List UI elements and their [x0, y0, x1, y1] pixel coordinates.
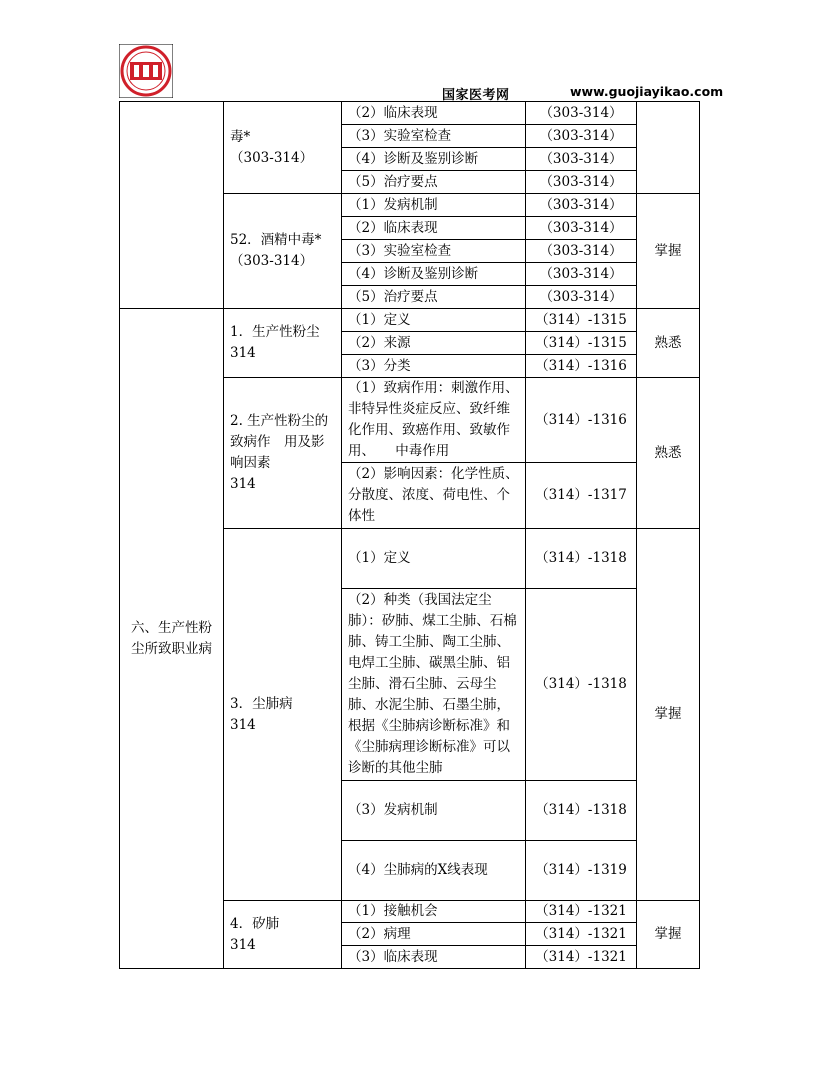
ref-cell: （303-314） [526, 263, 637, 286]
ref-cell: （314）-1315 [526, 332, 637, 355]
content-cell: （3）临床表现 [342, 946, 526, 969]
content-cell: （1）发病机制 [342, 194, 526, 217]
topic-cell [224, 309, 342, 378]
ref-cell: （303-314） [526, 194, 637, 217]
content-cell: （3）实验室检查 [342, 125, 526, 148]
topic-ref: 314 [230, 716, 256, 733]
level-cell: 掌握 [637, 194, 700, 309]
content-cell: （2）影响因素：化学性质、分散度、浓度、荷电性、个体性 [342, 463, 526, 529]
topic-ref: 314 [230, 936, 256, 953]
topic-cell [224, 378, 342, 529]
content-cell: （5）治疗要点 [342, 286, 526, 309]
topic-title: 52．酒精中毒* [230, 232, 322, 248]
topic-title: 毒* [230, 128, 251, 145]
ref-cell: （314）-1319 [526, 841, 637, 901]
topic-title: 3．尘肺病 [230, 695, 293, 712]
topic-ref: （303-314） [230, 253, 314, 269]
level-cell: 掌握 [637, 529, 700, 901]
content-cell: （3）发病机制 [342, 781, 526, 841]
table-row [120, 309, 700, 332]
ref-cell: （314）-1318 [526, 781, 637, 841]
ref-cell: （314）-1318 [526, 529, 637, 589]
level-cell-empty [637, 102, 700, 194]
section-cell: 六、生产性粉尘所致职业病 [120, 309, 224, 969]
content-cell: （4）诊断及鉴别诊断 [342, 263, 526, 286]
content-cell: （2）来源 [342, 332, 526, 355]
content-cell: （1）致病作用：刺激作用、非特异性炎症反应、致纤维化作用、致癌作用、致敏作用、 中毒作用 [342, 378, 526, 463]
ref-cell: （314）-1315 [526, 309, 637, 332]
ref-cell: （314）-1321 [526, 901, 637, 923]
site-name: 国家医考网 [442, 88, 510, 103]
content-cell: （4）尘肺病的X线表现 [342, 841, 526, 901]
topic-cell [224, 529, 342, 901]
ref-cell: （303-314） [526, 148, 637, 171]
level-cell: 熟悉 [637, 378, 700, 529]
ref-cell: （314）-1318 [526, 589, 637, 781]
content-cell: （1）定义 [342, 309, 526, 332]
topic-title: 2. 生产性粉尘的致病作 用及影响因素 [230, 413, 329, 471]
content-cell: （1）定义 [342, 529, 526, 589]
content-cell: （1）接触机会 [342, 901, 526, 923]
topic-cell [224, 901, 342, 969]
ref-cell: （314）-1317 [526, 463, 637, 529]
ref-cell: （314）-1321 [526, 923, 637, 946]
ref-cell: （303-314） [526, 217, 637, 240]
topic-cell [224, 194, 342, 309]
topic-ref: 314 [230, 476, 256, 492]
table-row [120, 102, 700, 125]
content-cell: （2）临床表现 [342, 102, 526, 125]
content-cell: （2）种类（我国法定尘肺）：矽肺、煤工尘肺、石棉肺、铸工尘肺、陶工尘肺、电焊工尘肺、碳黑尘肺、铝尘肺、滑石尘肺、云母尘肺、水泥尘肺、石墨尘肺，根据《尘肺病诊断标准》和《尘肺病理诊断标准》可以诊断的其他尘肺 [342, 589, 526, 781]
topic-cell [224, 102, 342, 194]
section-cell-empty [120, 102, 224, 309]
content-cell: （3）实验室检查 [342, 240, 526, 263]
content-cell: （3）分类 [342, 355, 526, 378]
content-cell: （5）治疗要点 [342, 171, 526, 194]
level-cell: 熟悉 [637, 309, 700, 378]
level-cell: 掌握 [637, 901, 700, 969]
topic-ref: （303-314） [230, 149, 314, 166]
ref-cell: （314）-1321 [526, 946, 637, 969]
ref-cell: （303-314） [526, 171, 637, 194]
ref-cell: （303-314） [526, 102, 637, 125]
site-url[interactable]: www.guojiayikao.com [570, 84, 724, 99]
ref-cell: （314）-1316 [526, 355, 637, 378]
content-cell: （2）病理 [342, 923, 526, 946]
content-cell: （4）诊断及鉴别诊断 [342, 148, 526, 171]
topic-title: 4．矽肺 [230, 915, 280, 932]
ref-cell: （303-314） [526, 125, 637, 148]
topic-ref: 314 [230, 345, 256, 361]
ref-cell: （303-314） [526, 240, 637, 263]
content-cell: （2）临床表现 [342, 217, 526, 240]
ref-cell: （314）-1316 [526, 378, 637, 463]
syllabus-table [119, 101, 700, 969]
ref-cell: （303-314） [526, 286, 637, 309]
site-logo [119, 44, 173, 98]
topic-title: 1．生产性粉尘 [230, 324, 320, 340]
